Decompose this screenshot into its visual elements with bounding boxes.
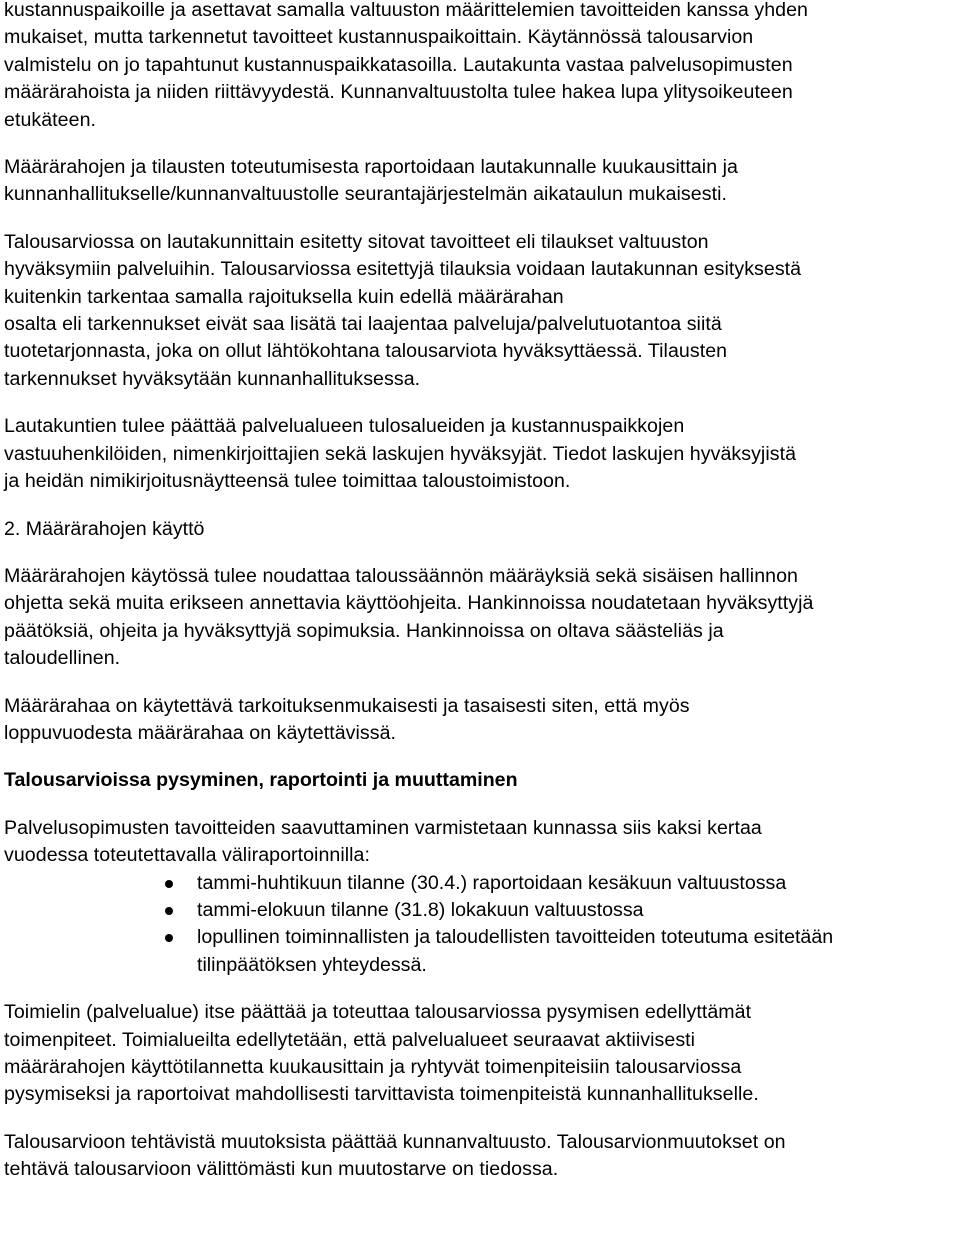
text-line: vastuuhenkilöiden, nimenkirjoittajien sekä laskujen hyväksyjät. Tiedot laskujen hyväksyjistä [4,442,797,465]
paragraph-interim-reporting [4,815,956,870]
text-line: tammi-elokuun tilanne (31.8) lokakuun valtuustossa [197,898,644,921]
text-line: hyväksymiin palveluihin. Talousarviossa esitettyjä tilauksia voidaan lautakunnan esityksestä [4,258,802,281]
text-line: tammi-huhtikuun tilanne (30.4.) raportoidaan kesäkuun valtuustossa [197,871,787,894]
text-line: kuitenkin tarkentaa samalla rajoituksella kuin edellä määrärahan [4,285,564,308]
text-line: pysymiseksi ja raportoivat mahdollisesti tarvittavista toimenpiteistä kunnanhallitukselle. [4,1083,759,1106]
text-line: Toimielin (palvelualue) itse päättää ja toteuttaa talousarviossa pysymisen edellyttämät [4,1001,752,1024]
paragraph-reporting [4,154,956,209]
text-line: etukäteen. [4,108,97,131]
document-page [4,0,956,1204]
text-line: tuotetarjonnasta, joka on ollut lähtökohtana talousarviota hyväksyttäessä. Tilausten [4,340,728,363]
reporting-schedule-list [4,870,956,980]
text-line: kustannuspaikoille ja asettavat samalla valtuuston määrittelemien tavoitteiden kanssa yhden [4,0,808,21]
bullet-icon [165,907,173,915]
paragraph-appropriations-usage [4,693,956,748]
text-line: määrärahojen käyttötilannetta kuukausittain ja ryhtyvät toimenpiteisiin talousarviossa [4,1056,742,1078]
text-line: ja heidän nimikirjoitusnäytteensä tulee toimittaa taloustoimistoon. [4,470,571,493]
list-item [4,897,956,924]
paragraph-binding-targets [4,229,956,393]
paragraph-budget-changes [4,1129,956,1184]
text-line: Talousarvioon tehtävistä muutoksista päättää kunnanvaltuusto. Talousarvionmuutokset on [4,1130,786,1153]
text-line: toimenpiteet. Toimialueilta edellytetään, että palvelualueet seuraavat aktiivisesti [4,1028,696,1051]
text-line: taloudellinen. [4,647,121,670]
text-line: Lautakuntien tulee päättää palvelualueen tulosalueiden ja kustannuspaikkojen [4,415,685,438]
text-line: Määrärahojen käytössä tulee noudattaa taloussäännön määräyksiä sekä sisäisen hallinnon [4,564,798,587]
text-line: Palvelusopimusten tavoitteiden saavuttaminen varmistetaan kunnassa siis kaksi kertaa [4,816,762,839]
text-line: määrärahoista ja niiden riittävyydestä. Kunnanvaltuustolta tulee hakea lupa ylitysoikeuteen [4,81,793,104]
paragraph-unit-responsibility [4,999,956,1109]
text-line: tilinpäätöksen yhteydessä. [197,953,427,976]
text-line: päätöksiä, ohjeita ja hyväksyttyjä sopimuksia. Hankinnoissa on oltava säästeliäs ja [4,619,724,642]
text-line: Määrärahaa on käytettävä tarkoituksenmukaisesti ja tasaisesti siten, että myös [4,694,690,717]
text-line: valmistelu on jo tapahtunut kustannuspaikkatasoilla. Lautakunta vastaa palvelusopimusten [4,53,793,76]
list-item [4,870,956,897]
text-line: tehtävä talousarvioon välittömästi kun muutostarve on tiedossa. [4,1158,559,1181]
paragraph-appropriations-rules [4,563,956,673]
bullet-icon [165,934,173,942]
paragraph-responsible-persons [4,413,956,495]
text-line: lopullinen toiminnallisten ja taloudellisten tavoitteiden toteutuma esitetään [197,926,834,949]
text-line: tarkennukset hyväksytään kunnanhallituksessa. [4,367,421,390]
section-heading-appropriations-use: 2. Määrärahojen käyttö [4,517,205,540]
text-line: Määrärahojen ja tilausten toteutumisesta raportoidaan lautakunnalle kuukausittain ja [4,156,738,179]
text-line: mukaiset, mutta tarkennetut tavoitteet kustannuspaikoittain. Käytännössä talousarvion [4,26,754,49]
text-line: vuodessa toteutettavalla väliraportoinnilla: [4,844,370,867]
text-line: Talousarviossa on lautakunnittain esitetty sitovat tavoitteet eli tilaukset valtuuston [4,230,709,253]
text-line: ohjetta sekä muita erikseen annettavia käyttöohjeita. Hankinnoissa noudatetaan hyväksyttyjä [4,592,814,615]
bullet-icon [165,880,173,888]
section-heading-budget-compliance: Talousarvioissa pysyminen, raportointi ja muuttaminen [4,769,518,792]
list-item [4,924,956,979]
text-line: kunnanhallitukselle/kunnanvaltuustolle seurantajärjestelmän aikataulun mukaisesti. [4,183,727,206]
paragraph-budget-preparation [4,0,956,134]
text-line: loppuvuodesta määrärahaa on käytettävissä. [4,721,397,744]
text-line: osalta eli tarkennukset eivät saa lisätä tai laajentaa palveluja/palvelutuotantoa siitä [4,313,722,336]
